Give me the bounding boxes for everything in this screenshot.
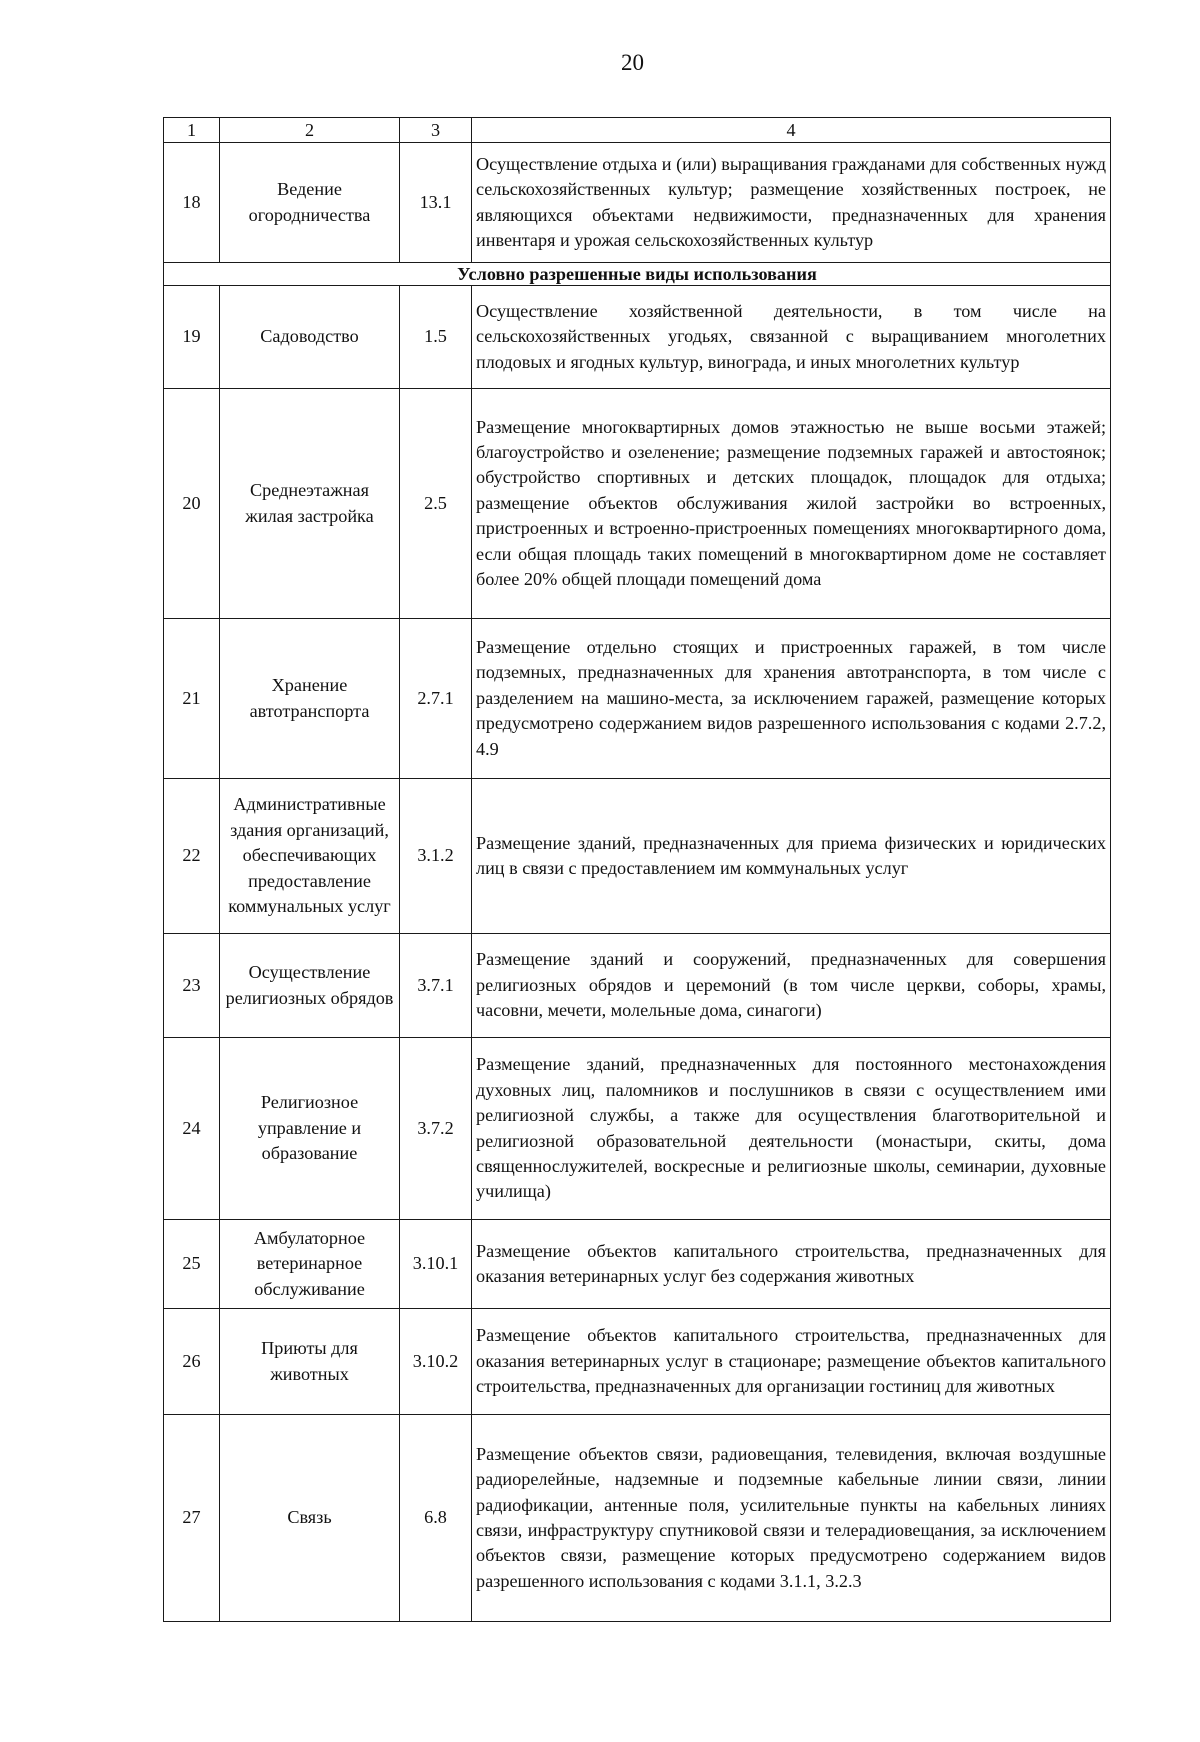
use-name: Административные здания организаций, обеспечивающих предоставление коммунальных услуг — [220, 779, 400, 934]
use-code: 3.10.1 — [400, 1220, 472, 1309]
page-number: 20 — [621, 50, 644, 75]
use-description: Размещение объектов связи, радиовещания, телевидения, включая воздушные радиорелейные, надземные и подземные кабельные линии связи, линии радиофикации, антенные поля, усилительные пункты на кабельных линиях связи, инфраструктуру спутниковой связи и телерадиовещания, за исключением объектов связи, размещение которых предусмотрено содержанием видов разрешенного использования с кодами 3.1.1, 3.2.3 — [472, 1415, 1111, 1622]
table-row — [164, 779, 1111, 934]
use-code: 3.10.2 — [400, 1309, 472, 1415]
use-name: Религиозное управление и образование — [220, 1038, 400, 1220]
row-number: 20 — [164, 389, 220, 619]
use-code: 6.8 — [400, 1415, 472, 1622]
use-code: 13.1 — [400, 143, 472, 263]
land-use-table — [163, 117, 1111, 1622]
use-name: Приюты для животных — [220, 1309, 400, 1415]
use-name: Садоводство — [220, 286, 400, 389]
row-number: 25 — [164, 1220, 220, 1309]
table-row — [164, 389, 1111, 619]
table-row — [164, 1038, 1111, 1220]
use-code: 1.5 — [400, 286, 472, 389]
row-number: 23 — [164, 934, 220, 1038]
table-header-row — [164, 118, 1111, 143]
row-number: 19 — [164, 286, 220, 389]
table-row — [164, 286, 1111, 389]
row-number: 22 — [164, 779, 220, 934]
use-code: 2.5 — [400, 389, 472, 619]
header-col-4: 4 — [472, 118, 1111, 143]
use-description: Размещение зданий и сооружений, предназначенных для совершения религиозных обрядов и церемоний (в том числе церкви, соборы, храмы, часовни, мечети, молельные дома, синагоги) — [472, 934, 1111, 1038]
use-code: 3.1.2 — [400, 779, 472, 934]
use-description: Размещение отдельно стоящих и пристроенных гаражей, в том числе подземных, предназначенных для хранения автотранспорта, в том числе с разделением на машино-места, за исключением гаражей, размещение которых предусмотрено содержанием видов разрешенного использования с кодами 2.7.2, 4.9 — [472, 619, 1111, 779]
section-title: Условно разрешенные виды использования — [164, 263, 1111, 286]
use-name: Связь — [220, 1415, 400, 1622]
use-description: Размещение зданий, предназначенных для постоянного местонахождения духовных лиц, паломников и послушников в связи с осуществлением ими религиозной службы, а также для осуществления благотворительной и религиозной образовательной деятельности (монастыри, скиты, дома священнослужителей, воскресные и религиозные школы, семинарии, духовные училища) — [472, 1038, 1111, 1220]
use-code: 2.7.1 — [400, 619, 472, 779]
use-description: Осуществление хозяйственной деятельности, в том числе на сельскохозяйственных угодьях, связанной с выращиванием многолетних плодовых и ягодных культур, винограда, и иных многолетних культур — [472, 286, 1111, 389]
row-number: 27 — [164, 1415, 220, 1622]
use-name: Амбулаторное ветеринарное обслуживание — [220, 1220, 400, 1309]
table-row — [164, 1309, 1111, 1415]
table-row — [164, 934, 1111, 1038]
row-number: 26 — [164, 1309, 220, 1415]
use-name: Хранение автотранспорта — [220, 619, 400, 779]
header-col-2: 2 — [220, 118, 400, 143]
use-description: Размещение зданий, предназначенных для приема физических и юридических лиц в связи с предоставлением им коммунальных услуг — [472, 779, 1111, 934]
header-col-1: 1 — [164, 118, 220, 143]
table-row — [164, 619, 1111, 779]
row-number: 24 — [164, 1038, 220, 1220]
use-name: Среднеэтажная жилая застройка — [220, 389, 400, 619]
use-code: 3.7.2 — [400, 1038, 472, 1220]
table-row — [164, 143, 1111, 263]
use-name: Ведение огородничества — [220, 143, 400, 263]
use-code: 3.7.1 — [400, 934, 472, 1038]
use-description: Размещение объектов капитального строительства, предназначенных для оказания ветеринарных услуг без содержания животных — [472, 1220, 1111, 1309]
table-row — [164, 1220, 1111, 1309]
use-description: Осуществление отдыха и (или) выращивания гражданами для собственных нужд сельскохозяйственных культур; размещение хозяйственных построек, не являющихся объектами недвижимости, предназначенных для хранения инвентаря и урожая сельскохозяйственных культур — [472, 143, 1111, 263]
use-description: Размещение объектов капитального строительства, предназначенных для оказания ветеринарных услуг в стационаре; размещение объектов капитального строительства, предназначенных для организации гостиниц для животных — [472, 1309, 1111, 1415]
section-row — [164, 263, 1111, 286]
use-name: Осуществление религиозных обрядов — [220, 934, 400, 1038]
use-description: Размещение многоквартирных домов этажностью не выше восьми этажей; благоустройство и озеленение; размещение подземных гаражей и автостоянок; обустройство спортивных и детских площадок, площадок для отдыха; размещение объектов обслуживания жилой застройки во встроенных, пристроенных и встроенно-пристроенных помещениях многоквартирного дома, если общая площадь таких помещений в многоквартирном доме не составляет более 20% общей площади помещений дома — [472, 389, 1111, 619]
table-row — [164, 1415, 1111, 1622]
row-number: 18 — [164, 143, 220, 263]
header-col-3: 3 — [400, 118, 472, 143]
row-number: 21 — [164, 619, 220, 779]
